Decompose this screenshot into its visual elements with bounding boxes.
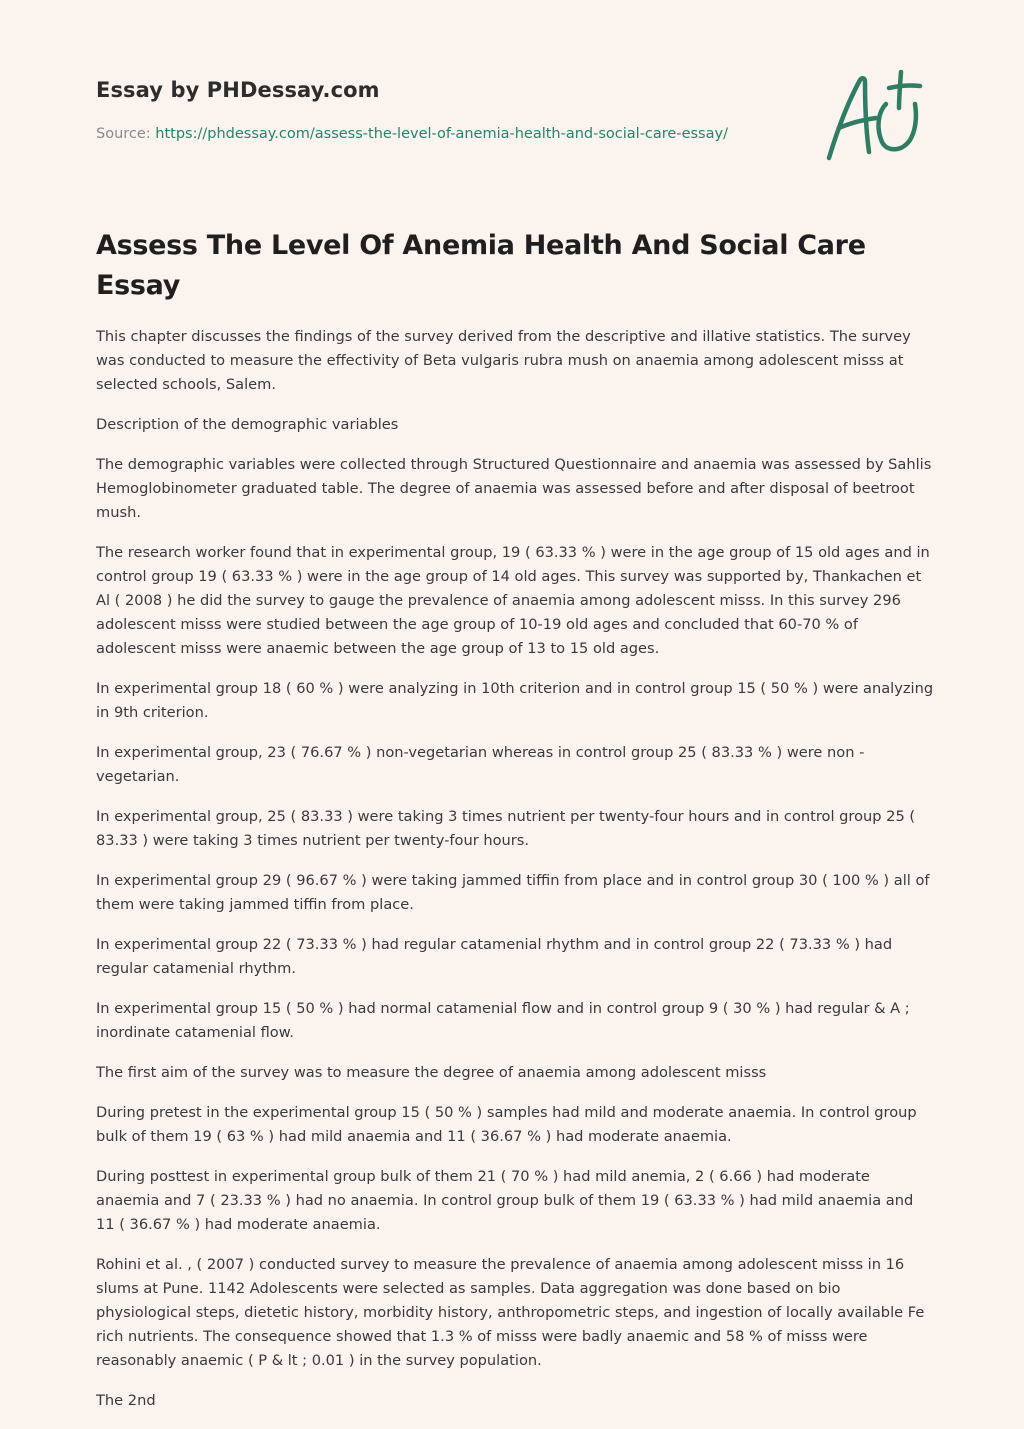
paragraph: In experimental group 15 ( 50 % ) had normal catamenial flow and in control group 9 ( 30 % ) had regular & A ; inordinate catamenial flow. bbox=[96, 1000, 910, 1041]
essay-body bbox=[96, 325, 934, 1429]
source-link[interactable]: https://phdessay.com/assess-the-level-of-anemia-health-and-social-care-essay/ bbox=[155, 126, 728, 142]
paragraph: The first aim of the survey was to measure the degree of anaemia among adolescent misss bbox=[96, 1064, 767, 1081]
a-plus-grade-icon bbox=[820, 66, 930, 166]
source-label: Source: bbox=[96, 126, 151, 142]
paragraph: Description of the demographic variables bbox=[96, 416, 399, 433]
paragraph: The research worker found that in experimental group, 19 ( 63.33 % ) were in the age group of 15 old ages and in control group 19 ( 63.33 % ) were in the age group of 14 old ages. This survey was supported by, Thankachen et Al ( 2008 ) he did the survey to gauge the prevalence of anaemia among adolescent misss. In this survey 296 adolescent misss were studied between the age group of 10-19 old ages and concluded that 60-70 % of adolescent misss were anaemic between the age group of 13 to 15 old ages. bbox=[96, 544, 930, 657]
paragraph: This chapter discusses the findings of the survey derived from the descriptive and illative statistics. The survey was conducted to measure the effectivity of Beta vulgaris rubra mush on anaemia among adolescent misss at selected schools, Salem. bbox=[96, 328, 911, 393]
paragraph: Rohini et al. , ( 2007 ) conducted survey to measure the prevalence of anaemia among adolescent misss in 16 slums at Pune. 1142 Adolescents were selected as samples. Data aggregation was done based on bio physiological steps, dietetic history, morbidity history, anthropometric steps, and ingestion of locally available Fe rich nutrients. The consequence showed that 1.3 % of misss were badly anaemic and 58 % of misss were reasonably anaemic ( P & lt ; 0.01 ) in the survey population. bbox=[96, 1256, 925, 1369]
paragraph: In experimental group 29 ( 96.67 % ) were taking jammed tiffin from place and in control group 30 ( 100 % ) all of them were taking jammed tiffin from place. bbox=[96, 872, 930, 913]
paragraph: The 2nd bbox=[96, 1392, 156, 1409]
paragraph: In experimental group, 23 ( 76.67 % ) non-vegetarian whereas in control group 25 ( 83.33 % ) were non -vegetarian. bbox=[96, 744, 865, 785]
paragraph: The demographic variables were collected through Structured Questionnaire and anaemia was assessed by Sahlis Hemoglobinometer graduated table. The degree of anaemia was assessed before and after disposal of beetroot mush. bbox=[96, 456, 932, 521]
paragraph: In experimental group, 25 ( 83.33 ) were taking 3 times nutrient per twenty-four hours and in control group 25 ( 83.33 ) were taking 3 times nutrient per twenty-four hours. bbox=[96, 808, 916, 849]
source-line bbox=[96, 124, 796, 144]
paragraph: During pretest in the experimental group 15 ( 50 % ) samples had mild and moderate anaemia. In control group bulk of them 19 ( 63 % ) had mild anaemia and 11 ( 36.67 % ) had moderate anaemia. bbox=[96, 1104, 917, 1145]
brand-title: Essay by PHDessay.com bbox=[96, 78, 380, 102]
site-header bbox=[96, 74, 796, 144]
essay-title: Assess The Level Of Anemia Health And Social Care Essay bbox=[96, 230, 866, 301]
paragraph: In experimental group 22 ( 73.33 % ) had regular catamenial rhythm and in control group 22 ( 73.33 % ) had regular catamenial rhythm. bbox=[96, 936, 893, 977]
paragraph: During posttest in experimental group bulk of them 21 ( 70 % ) had mild anemia, 2 ( 6.66 ) had moderate anaemia and 7 ( 23.33 % ) had no anaemia. In control group bulk of them 19 ( 63.33 % ) had mild anaemia and 11 ( 36.67 % ) had moderate anaemia. bbox=[96, 1168, 914, 1233]
paragraph: In experimental group 18 ( 60 % ) were analyzing in 10th criterion and in control group 15 ( 50 % ) were analyzing in 9th criterion. bbox=[96, 680, 934, 721]
